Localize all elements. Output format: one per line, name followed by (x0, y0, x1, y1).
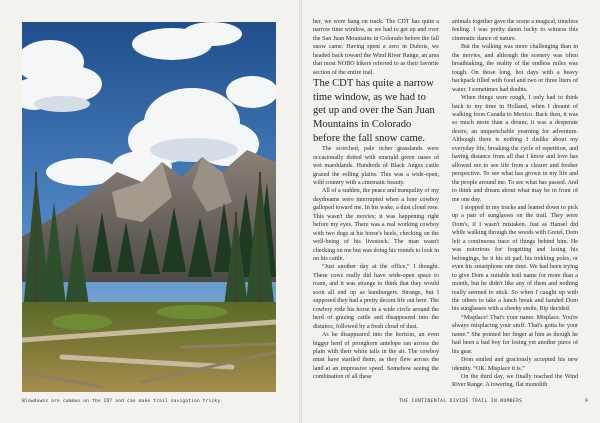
paragraph: As he disappeared into the horizon, an even bigger herd of pronghorn antelope ran across the plain with their white tails in the air. The cowboy must have startled them, as they flew across the land at an impressive speed. Somehow seeing the combination of all these (313, 332, 439, 381)
paragraph: On the third day, we finally reached the Wind River Range. A towering, flat monolith (452, 374, 578, 389)
paragraph: “Misplace! That's your name. Misplace. You're always misplacing your stuff. That's gotta be your name.” She pointed her finger at him as though he had been a bad boy for losing yet another piece of his gear. (452, 314, 578, 355)
paragraph: “Just another day at the office,” I thought. These cows really did have wide-open space to roam, and it was strange to think that they would soon all end up as hamburgers. Strange, but I supposed they had a pretty decent life out here. The cowboy rode his horse in a wide circle around the herd of grazing cattle and disappeared into the distance, followed by a fresh cloud of dust. (313, 264, 439, 330)
book-gutter (299, 0, 302, 423)
paragraph: But the walking was more challenging than in the movies, and although the scenery was often breathtaking, the reality of the endless miles was tough. On those long, hot days with a heavy backpack filled with food and two or three liters of water, I sometimes had doubts. (452, 44, 578, 93)
text-column-right (452, 18, 578, 390)
paragraph: When things were rough, I only had to think back to my time in Holland, when I dreamt of walking from Canada to Mexico. Back then, it was so much more than a dream; it was a desperate desire, an unquenchable yearning for adventure. Although there is nothing I dislike about my everyday life, breaking the cycle of repetition, and having distance from all that I know and love has allowed me to see life from a clearer and fresher perspective. To see what has grown in my life and the people around me. To see what has passed. And to think and dream about what may be in front of me one day. (452, 95, 578, 203)
paragraph: Dom smiled and graciously accepted his new identity. “OK. Misplace it is.” (452, 357, 578, 372)
paragraph: All of a sudden, the peace and tranquility of my daydreams were interrupted when a lone cowboy galloped toward me. In his wake, a dust cloud rose. This wasn't the movies; it was happening right before my eyes. There was a real working cowboy with two dogs at his horse's heels, checking on the well-being of his livestock. The man wasn't checking on me but was doing his rounds to look in on his cattle. (313, 188, 439, 263)
pull-quote: The CDT has quite a narrow time window, as we had to get up and over the San Juan Mountains in Colorado before the fall snow came. (313, 78, 435, 144)
page-number: 9 (585, 399, 589, 404)
paragraph: The scorched, pale ocher grasslands were occasionally dotted with emerald green oases of wet marshlands. Hundreds of Black Angus cattle grazed the rolling plains. This was a wide-open, wild country with a cinematic beauty. (313, 146, 439, 186)
text-column-left (313, 18, 439, 382)
paragraph: I stopped in my tracks and leaned down to pick up a pair of sunglasses on the trail. They were Dom's, if I wasn't mistaken. Just as Hansel did while walking through the woods with Gretel, Dom left a continuous trace of things behind him. He was notorious for forgetting and losing his belongings, be it his sit pad, his trekking poles, or even his smartphone one time. We had been trying to give Dom a suitable trail name for more than a month, but he didn't like any of them and nothing really seemed to stick. So when I caught up with the others to take a lunch break and handed Dom his sunglasses with a cheeky smile, Rip decided. (452, 204, 578, 313)
paragraph: animals together gave the scene a magical, timeless feeling. I was pretty damn lucky to witness this cinematic dance of nature. (452, 19, 578, 42)
paragraph: her, we were bang on track. The CDT has quite a narrow time window, as we had to get up and over the San Juan Mountains in Colorado before the fall snow came. Having spent a zero in Dubois, we headed back toward the Wind River Range, an area that most NOBO hikers referred to as their favorite section of the entire trail. (313, 19, 439, 76)
running-title: THE CONTINENTAL DIVIDE TRAIL IN NUMBERS (399, 399, 523, 404)
photo-caption: Blowdowns are common on the CDT and can make trail navigation tricky. (22, 399, 224, 404)
mountain-forest-photo (22, 22, 276, 392)
